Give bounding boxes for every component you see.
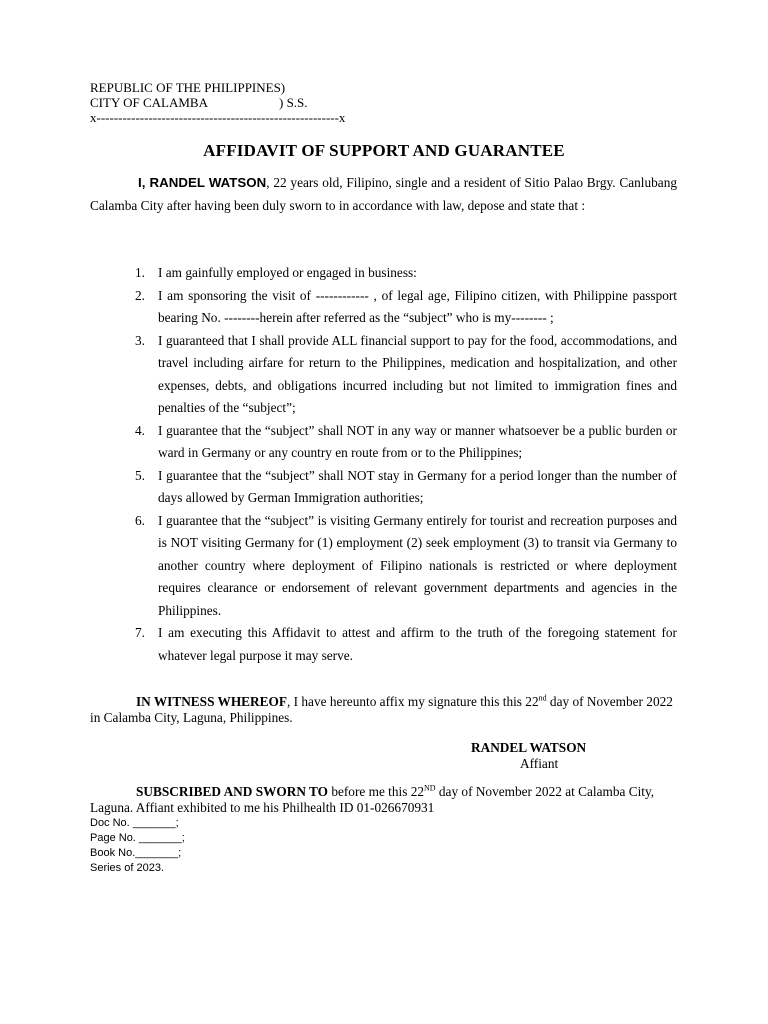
document-title: AFFIDAVIT OF SUPPORT AND GUARANTEE	[203, 141, 565, 160]
statement-text: I guarantee that the “subject” shall NOT in any way or manner whatsoever be a public burden or ward in Germany or any country en route from or to the Philippines;	[158, 422, 677, 460]
intro-text: , 22 years old, Filipino, single and a resident of Sitio Palao Brgy. Canlubang Calamba City after having been duly sworn to in accordance with law, depose and state that :	[90, 175, 677, 213]
statement-item	[0, 420, 768, 465]
sworn-text-a: before me this 22	[328, 784, 425, 799]
statement-text: I am executing this Affidavit to attest and affirm to the truth of the foregoing statement for whatever legal purpose it may serve.	[158, 625, 677, 663]
sworn-lead: SUBSCRIBED AND SWORN TO	[136, 784, 328, 799]
statement-number: 1.	[135, 265, 145, 280]
statement-item	[0, 285, 768, 330]
page-number: Page No. _______;	[90, 832, 185, 844]
statement-item	[0, 465, 768, 510]
witness-sup: nd	[538, 693, 547, 703]
city-line	[90, 95, 308, 110]
statement-list	[0, 262, 768, 667]
statement-number: 6.	[135, 512, 145, 528]
statement-text: I am gainfully employed or engaged in business:	[158, 265, 417, 280]
separator-line: x--------------------------------------------------------x	[90, 110, 346, 125]
jurisdiction-line: REPUBLIC OF THE PHILIPPINES)	[90, 80, 286, 95]
witness-text-a: , I have hereunto affix my signature this this 22	[287, 694, 539, 709]
statement-number: 7.	[135, 625, 145, 640]
witness-lead: IN WITNESS WHEREOF	[136, 694, 287, 709]
signatory-name: RANDEL WATSON	[471, 740, 587, 755]
affiant-name-lead: I, RANDEL WATSON	[138, 175, 267, 190]
statement-item	[0, 622, 768, 667]
statement-item	[0, 262, 768, 285]
signatory-role: Affiant	[520, 756, 559, 771]
intro-paragraph	[90, 172, 677, 217]
statement-number: 2.	[135, 287, 145, 303]
statement-text: I guarantee that the “subject” is visiting Germany entirely for tourist and recreation purposes and is NOT visiting Germany for (1) employment (2) seek employment (3) to transit via Germany to another country where deployment of Filipino nationals is restricted or where deployment requires clearance or endorsement of relevant government departments and agencies in the Philippines.	[158, 512, 677, 618]
doc-number: Doc No. _______;	[90, 817, 179, 829]
sworn-paragraph	[90, 784, 677, 815]
statement-text: I guaranteed that I shall provide ALL financial support to pay for the food, accommodations, and travel including airfare for return to the Philippines, medication and hospitalization, and other expenses, debts, and obligations incurred including but not limited to immigration fines and penalties of the “subject”;	[158, 332, 677, 415]
sworn-text-b: day of November 2022 at Calamba City, Laguna. Affiant exhibited to me his Philhealth ID 01-026670931	[90, 784, 655, 815]
city-name: CITY OF CALAMBA	[90, 95, 208, 110]
statement-item	[0, 510, 768, 623]
ss-label: ) S.S.	[278, 95, 308, 110]
sworn-sup: ND	[424, 783, 436, 793]
statement-number: 4.	[135, 422, 145, 438]
book-number: Book No._______;	[90, 847, 182, 859]
statement-text: I am sponsoring the visit of ------------ , of legal age, Filipino citizen, with Philippine passport bearing No. --------herein after referred as the “subject” who is my-------- ;	[158, 287, 677, 325]
statement-number: 5.	[135, 467, 145, 483]
witness-text-b: day of November 2022 in Calamba City, Laguna, Philippines.	[90, 694, 673, 725]
series-year: Series of 2023.	[90, 862, 164, 874]
statement-text: I guarantee that the “subject” shall NOT stay in Germany for a period longer than the number of days allowed by German Immigration authorities;	[158, 467, 677, 505]
statement-number: 3.	[135, 332, 145, 348]
witness-paragraph	[90, 694, 677, 725]
statement-item	[0, 330, 768, 420]
